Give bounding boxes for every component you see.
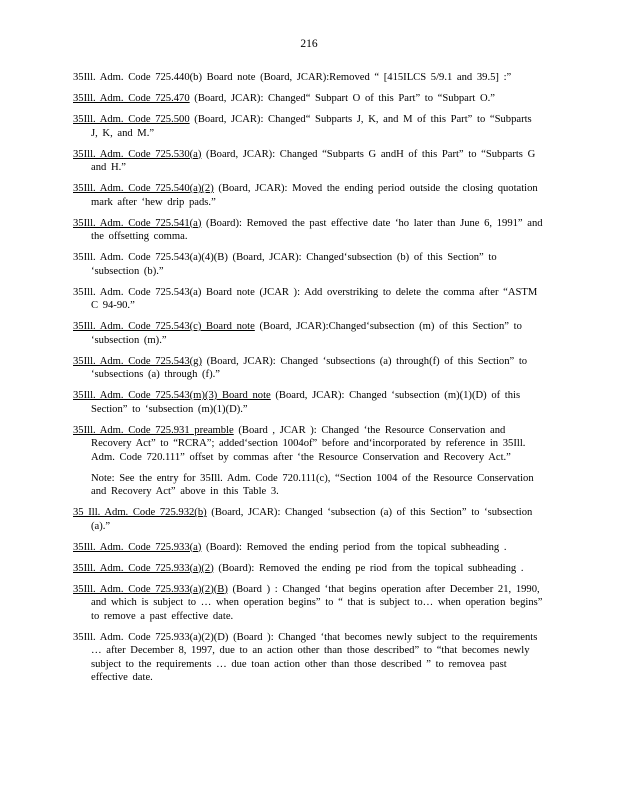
amendment-entry <box>73 251 543 278</box>
amendment-entry <box>73 424 543 465</box>
entry-citation: 35Ill. Adm. Code 725.933(a)(2) <box>73 562 214 574</box>
entry-citation: 35Ill. Adm. Code 725.540(a)(2) <box>73 183 214 194</box>
entry-text: See the entry for 35Ill. Adm. Code 720.111(c), “Section 1004 of the Resource Conservation and Recovery Act” above in this Table 3. <box>91 472 534 497</box>
entry-citation: 35Ill. Adm. Code 725.933(a) <box>73 541 202 553</box>
amendment-entry <box>73 631 543 685</box>
entry-text: (Board, JCAR): Changed ‘subsections (a) through(f) of this Section” to ‘subsections (a) through (f).” <box>91 355 528 380</box>
table-note <box>91 472 543 499</box>
amendment-entry <box>73 71 543 85</box>
amendment-entry <box>73 92 543 106</box>
entry-text: (Board, JCAR): Changed “Subparts G andH of this Part” to “Subparts G and H.” <box>91 148 536 173</box>
amendment-entries <box>73 71 543 692</box>
amendment-entry <box>73 389 543 416</box>
entry-text: (Board , JCAR ): Changed ‘the Resource Conservation and Recovery Act” to “RCRA”; added‘section 1004of” before and‘incorporated by reference in 35Ill. Adm. Code 720.111” offset by commas after ‘the Resource Conservation and Recovery Act.” <box>91 424 526 463</box>
entry-citation: 35Ill. Adm. Code 725.543(a)(4)(B) <box>73 252 228 263</box>
entry-text: Board note (Board, JCAR):Removed “ [415ILCS 5/9.1 and 39.5] :” <box>202 72 512 83</box>
entry-citation: 35Ill. Adm. Code 725.500 <box>73 114 190 125</box>
entry-text: (Board, JCAR): Moved the ending period outside the closing quotation mark after ‘hew drip pads.” <box>91 183 538 208</box>
entry-text: (Board, JCAR): Changed‘subsection (b) of this Section” to ‘subsection (b).” <box>91 252 497 277</box>
entry-text: (Board, JCAR):Changed‘subsection (m) of this Section” to ‘subsection (m).” <box>91 321 522 346</box>
amendment-entry <box>73 148 543 175</box>
entry-citation: 35Ill. Adm. Code 725.541(a) <box>73 217 202 229</box>
entry-text: (Board, JCAR): Changed ‘subsection (a) of this Section” to ‘subsection (a).” <box>91 507 533 532</box>
entry-text: (Board, JCAR): Changed“ Subpart O of this Part” to “Subpart O.” <box>189 93 495 104</box>
amendment-entry <box>73 541 543 555</box>
entry-text: (Board, JCAR): Changed ‘subsection (m)(1)(D) of this Section” to ‘subsection (m)(1)(D).” <box>91 390 521 415</box>
entry-citation: 35Ill. Adm. Code 725.470 <box>73 93 190 104</box>
entry-text: (Board): Removed the ending pe riod from the topical subheading . <box>213 562 524 574</box>
amendment-entry <box>73 320 543 347</box>
entry-citation: 35Ill. Adm. Code 725.543(m)(3) Board note <box>73 390 271 401</box>
entry-text: (Board): Removed the ending period from the topical subheading . <box>201 541 507 553</box>
entry-citation: 35Ill. Adm. Code 725.543(c) Board note <box>73 321 255 332</box>
amendment-entry <box>73 113 543 140</box>
entry-citation: 35Ill. Adm. Code 725.543(a) <box>73 286 202 298</box>
entry-citation: 35 Ill. Adm. Code 725.932(b) <box>73 507 207 518</box>
entry-citation: 35Ill. Adm. Code 725.440(b) <box>73 72 202 83</box>
entry-citation: 35Ill. Adm. Code 725.933(a)(2)(D) <box>73 631 229 643</box>
amendment-entry <box>73 355 543 382</box>
entry-text: (Board ) : Changed ‘that begins operation after December 21, 1990, and which is subject to … when operation begins” to “ that is subject to… when operation begins” to remove a past effective date. <box>91 583 543 622</box>
amendment-entry <box>73 506 543 533</box>
entry-citation: 35Ill. Adm. Code 725.931 preamble <box>73 424 234 436</box>
amendment-entry <box>73 286 543 313</box>
entry-text: (Board, JCAR): Changed“ Subparts J, K, and M of this Part” to “Subparts J, K, and M.” <box>91 114 532 139</box>
entry-citation: 35Ill. Adm. Code 725.530(a) <box>73 148 202 160</box>
amendment-entry <box>73 182 543 209</box>
entry-text: (Board): Removed the past effective date ‘ho later than June 6, 1991” and the offsetting comma. <box>91 217 543 242</box>
entry-citation: 35Ill. Adm. Code 725.543(g) <box>73 355 202 367</box>
entry-text: (Board ): Changed ‘that becomes newly subject to the requirements … after December 8, 1997, due to an action other than those described” to “that becomes newly subject to the requirements … due toan action other than those described ” to removea past effective date. <box>91 631 538 683</box>
amendment-entry <box>73 217 543 244</box>
amendment-entry <box>73 562 543 576</box>
entry-citation: Note: <box>91 472 115 484</box>
entry-text: Board note (JCAR ): Add overstriking to delete the comma after “ASTM C 94-90.” <box>91 286 538 311</box>
page-number: 216 <box>300 38 318 50</box>
amendment-entry <box>73 583 543 624</box>
entry-citation: 35Ill. Adm. Code 725.933(a)(2)(B) <box>73 583 228 595</box>
